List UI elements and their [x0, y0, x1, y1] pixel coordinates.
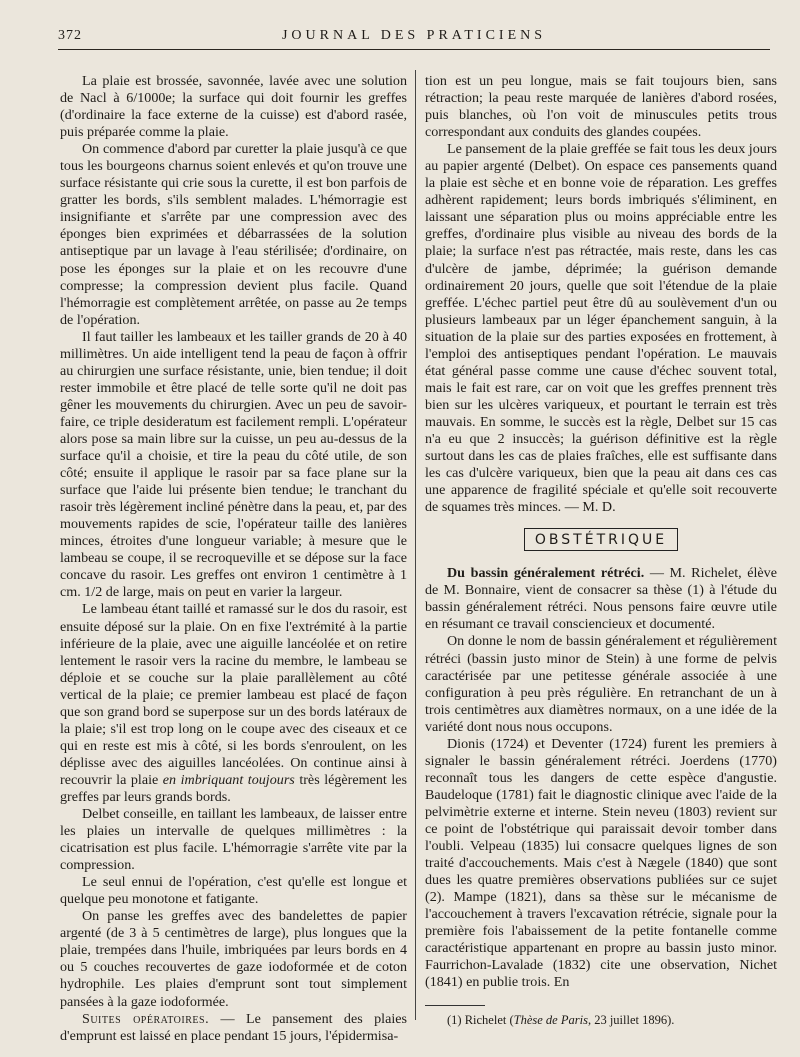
paragraph: [425, 565, 777, 633]
article-title: Du bassin généralement rétréci.: [447, 565, 645, 582]
italic-phrase: en imbriquant toujours: [162, 771, 295, 788]
column-divider: [415, 70, 416, 1020]
paragraph: tion est un peu longue, mais se fait toujours bien, sans rétraction; la peau reste marquée de lanières d'abord rosées, puis blanches, où l'on voit de minuscules petits trous correspondant aux conduits des glandes coupées.: [425, 73, 777, 141]
run-in-heading: Suites opératoires.: [82, 1010, 210, 1027]
section-heading: OBSTÉTRIQUE: [524, 528, 678, 551]
footnote-rule: [425, 1005, 485, 1006]
footnote-text: (1) Richelet (: [447, 1013, 514, 1028]
right-column: [425, 73, 777, 1029]
paragraph: [60, 1011, 407, 1045]
footnote-text: , 23 juillet 1896).: [587, 1013, 675, 1028]
journal-title: JOURNAL DES PRATICIENS: [281, 28, 547, 43]
footnote-italic: Thèse de Paris: [513, 1013, 588, 1028]
paragraph: Le seul ennui de l'opération, c'est qu'elle est longue et quelque peu monotone et fatigante.: [60, 874, 407, 908]
paragraph: Le pansement de la plaie greffée se fait tous les deux jours au papier argenté (Delbet). On espace ces pansements quand la plaie est sèche et en bonne voie de réparation. Les greffes adhèrent rapidement; leurs bords imbriqués s'éliminent, en laissant une séparation plus ou moins appréciable entre les greffes, d'ordinaire plus visible au niveau des bords de la plaie; la surface n'est pas rétractée, mais reste, dans les cas d'ulcère de jambe, déprimée; la guérison demande ordinairement 20 jours, quelle que soit l'étendue de la plaie greffée. L'échec partiel peut être dû au soulèvement d'un ou plusieurs lambeaux par un léger épanchement sanguin, à la situation de la plaie sur des parties exposées en frottement, à l'emploi des antiseptiques pendant l'opération. Le mauvais état général passe comme une cause d'échec souvent total, mais le fait est rare, car on voit que les greffes prennent très bien sur les ulcères variqueux, et pourtant le terrain est très mauvais. En somme, le succès est la règle, Delbet sur 15 cas n'a eu que 2 insuccès; la guérison définitive est la règle surtout dans les cas de plaies fraîches, elle est suffisante dans les cas d'ulcère variqueux, bien que la peau ait dans ces cas une apparence de fragilité spéciale et qu'elle soit recouverte de squames très minces. — M. D.: [425, 141, 777, 516]
paragraph-text: — M. Richelet, élève de M. Bonnaire, vient de consacrer sa thèse (1) à l'étude du bassin généralement rétréci. Nous pensons faire œuvre utile en résumant ce travail consciencieux et documenté.: [425, 565, 777, 633]
paragraph: Delbet conseille, en taillant les lambeaux, de laisser entre les plaies un intervalle de quelques millimètres : la cicatrisation est plus facile. L'hémorragie s'arrête vite par la compression.: [60, 806, 407, 874]
paragraph: Il faut tailler les lambeaux et les tailler grands de 20 à 40 millimètres. Un aide intelligent tend la peau de façon à offrir au chirurgien une surface résistante, unie, bien tendue; il doit rester immobile et être placé de telle sorte qu'il ne doit pas gêner les mouvements du chirurgien. Avec un peu de savoir-faire, ce triple desideratum est facilement rempli. L'opérateur alors pose sa main libre sur la cuisse, un peu au-dessus de la surface qu'il a choisie, et tire la peau du côté utile, de son côté; ensuite il applique le rasoir par sa face plane sur la surface que l'aide lui présente bien tendue; le tranchant du rasoir très légèrement incliné pénètre dans la peau, et, par des mouvements rapides de scie, l'opérateur taille des lanières minces, étroites d'une longueur variable; à mesure que le lambeau se coupe, il se recroqueville et se dépose sur la face concave du rasoir. Les greffes ont environ 1 centimètre à 1 cm. 1/2 de large, mais on peut en varier la largeur.: [60, 328, 407, 601]
paragraph: Dionis (1724) et Deventer (1724) furent les premiers à signaler le bassin généralement rétréci. Joerdens (1770) reconnaît tous les dangers de cette espèce d'angustie. Baudeloque (1781) fait le diagnostic clinique avec l'aide de la pelvimètrie externe et interne. Stein neveu (1803) revient sur ce point de l'obstétrique qui paraissait devoir tomber dans l'oubli. Velpeau (1835) lui consacre quelques lignes de son traité d'accouchements. Mais c'est à Nægele (1840) que sont dues les quatre premières observations publiées sur ce sujet (2). Mampe (1821), dans sa thèse sur le mécanisme de l'accouchement à travers l'excavation rétrécie, signale pour la première fois l'abaissement de la petite fontanelle comme caractéristique appartenant en propre au bassin justo minor. Faurrichon-Lavalade (1832) cite une observation, Nichet (1841) en publie trois. En: [425, 735, 777, 991]
paragraph-text: Le lambeau étant taillé et ramassé sur le dos du rasoir, est ensuite déposé sur la plaie. On en fixe l'extrémité à la partie inférieure de la plaie, avec une aiguille lancéolée et on retire lentement le rasoir vers la racine du membre, le lambeau se déploie et se couche sur la plaie parallèlement au côté vertical de la plaie; ce premier lambeau est placé de façon que son grand bord se superpose sur un des bords latéraux de la plaie; s'il est trop long on le coupe avec des ciseaux et ce qui en reste est mis à côté, si les bords s'enroulent, on les déplisse avec des aiguilles lancéolées. On continue ainsi à recouvrir la plaie: [60, 601, 407, 788]
paragraph: [60, 601, 407, 806]
page-number: 372: [58, 28, 82, 43]
paragraph-text: très légèrement les greffes par leurs grands bords.: [60, 771, 407, 805]
paragraph: On commence d'abord par curetter la plaie jusqu'à ce que tous les bourgeons charnus soient enlevés et qu'on trouve une surface résistante qui crie sous la curette, il est bon parfois de gratter les bords, s'ils semblent malades. L'hémorragie est insignifiante et s'arrête par une compression avec des éponges bien exprimées et débarrassées de la solution antiseptique par un lavage à l'eau stérilisée; d'ordinaire, on pose les éponges sur la plaie et on les recouvre d'une compresse; la compression devient plus facile. Quand l'hémorragie est complètement arrêtée, on passe au 2e temps de l'opération.: [60, 141, 407, 328]
page-header: [58, 22, 770, 46]
paragraph-text: — Le pansement des plaies d'emprunt est laissé en place pendant 15 jours, l'épidermisa-: [60, 1010, 407, 1044]
footnote: [425, 1012, 777, 1029]
left-column: [60, 73, 407, 1045]
header-rule: [58, 49, 770, 50]
paragraph: On panse les greffes avec des bandelettes de papier argenté (de 3 à 5 centimètres de large), plus longues que la plaie, trempées dans l'huile, imbriquées par leurs bords en 4 ou 5 couches recouvertes de gaze iodoformée et de coton hydrophile. Les plaies d'emprunt sont tout simplement pansées à la gaze iodoformée.: [60, 908, 407, 1010]
paragraph: On donne le nom de bassin généralement et régulièrement rétréci (bassin justo minor de Stein) à une forme de pelvis caractérisée par une petitesse générale associée à une configuration à peu près régulière. En retranchant de un à trois centimètres aux diamètres normaux, on a une idée de la variété dont nous nous occupons.: [425, 633, 777, 735]
section-heading-box: [425, 528, 777, 551]
paragraph: La plaie est brossée, savonnée, lavée avec une solution de Nacl à 6/1000e; la surface qui doit fournir les greffes (d'ordinaire la face externe de la cuisse) est d'abord rasée, puis préparée comme la plaie.: [60, 73, 407, 141]
